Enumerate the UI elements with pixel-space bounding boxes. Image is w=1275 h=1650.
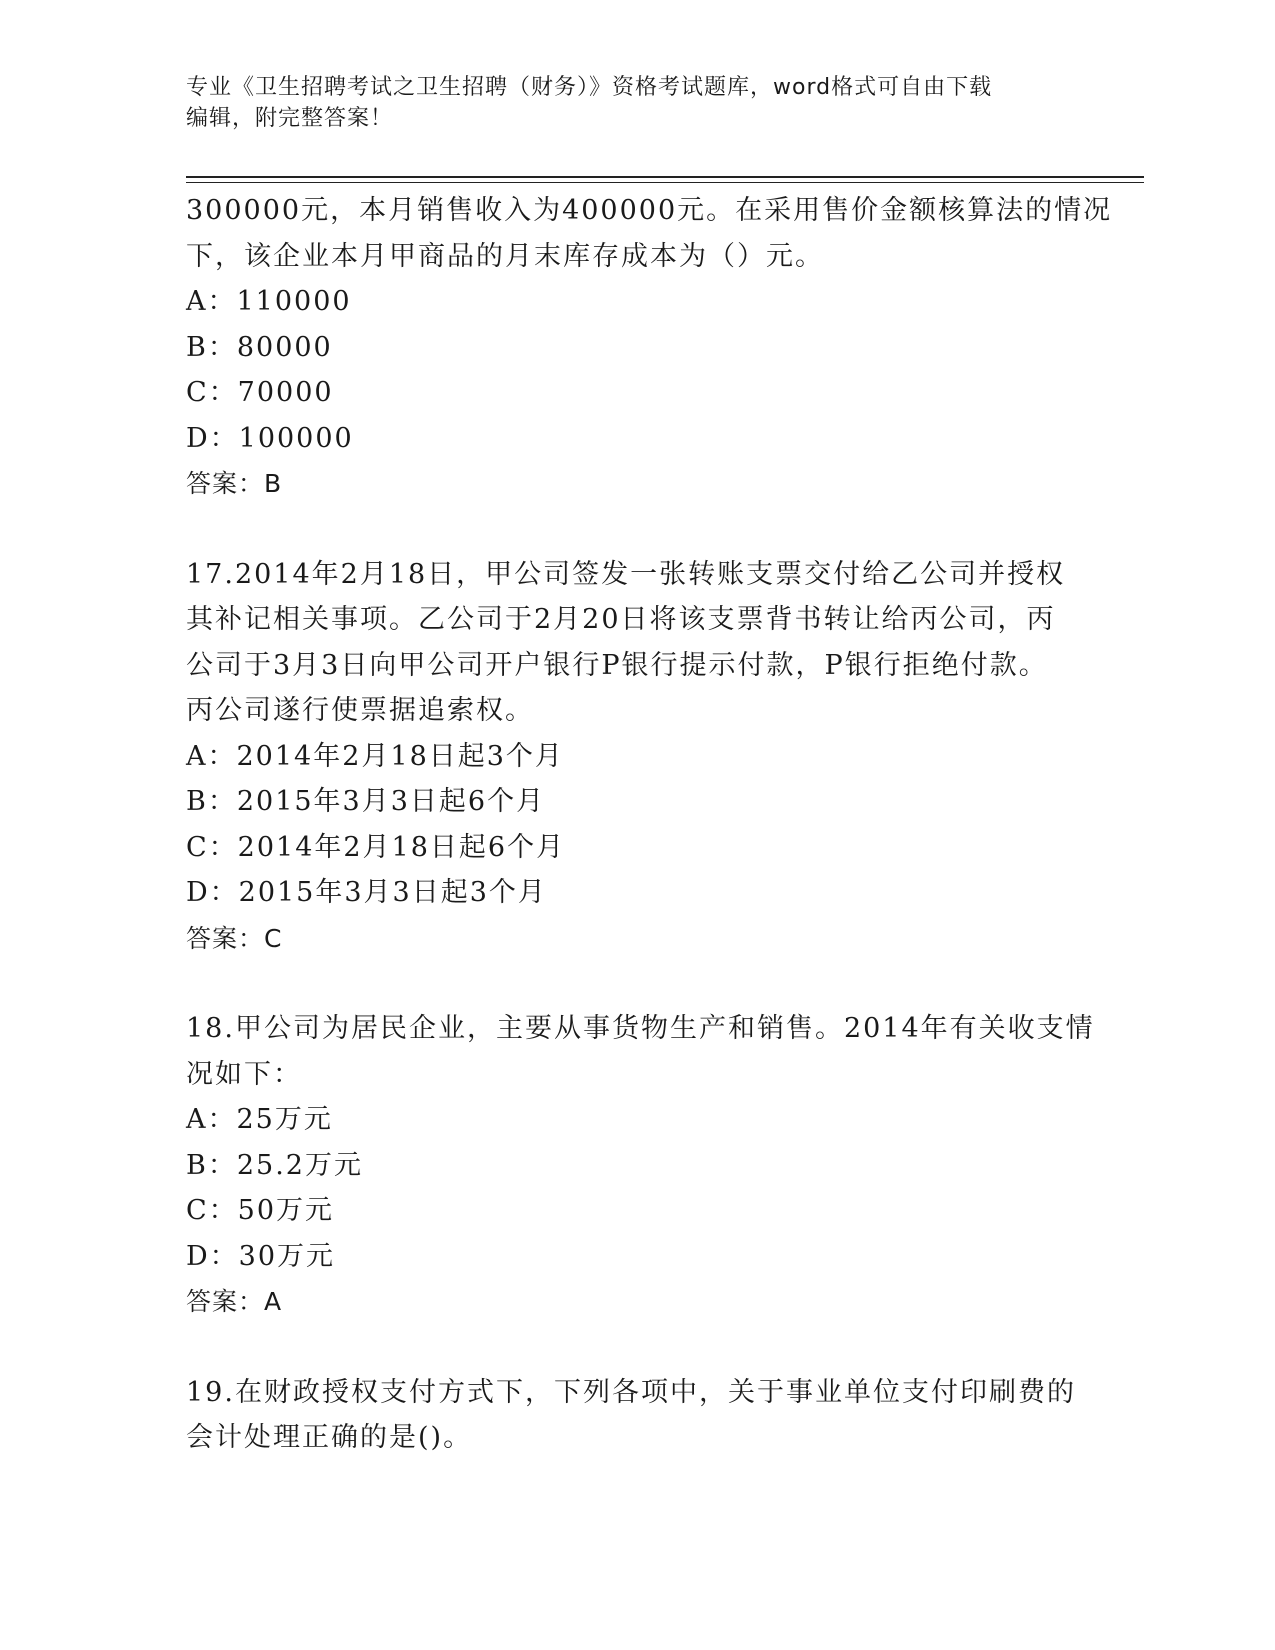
option-a: A：110000 <box>186 286 352 317</box>
header-rule-thick <box>186 176 1144 178</box>
question-text-line: 19.在财政授权支付方式下，下列各项中，关于事业单位支付印刷费的 <box>186 1376 1076 1408</box>
answer: 答案：A <box>186 1287 283 1316</box>
question-16 <box>186 188 1113 507</box>
question-text-line: 其补记相关事项。乙公司于2月20日将该支票背书转让给丙公司，丙 <box>186 604 1056 635</box>
option-d: D：30万元 <box>186 1240 336 1272</box>
option-c: C：70000 <box>186 377 334 408</box>
spacer <box>186 1325 1106 1370</box>
option-d: D：100000 <box>186 422 354 454</box>
option-c: C：50万元 <box>186 1195 335 1226</box>
option-b: B：80000 <box>186 331 333 363</box>
header-rule-thin <box>186 182 1144 183</box>
option-a: A：2014年2月18日起3个月 <box>186 740 564 772</box>
header-line-2: 编辑，附完整答案！ <box>186 106 394 131</box>
question-text-line: 会计处理正确的是()。 <box>186 1422 473 1453</box>
question-text-line: 丙公司遂行使票据追索权。 <box>186 695 534 726</box>
question-text-line: 公司于3月3日向甲公司开户银行P银行提示付款，P银行拒绝付款。 <box>186 649 1048 681</box>
question-text-line: 下，该企业本月甲商品的月末库存成本为（）元。 <box>186 240 824 272</box>
option-c: C：2014年2月18日起6个月 <box>186 831 566 863</box>
option-d: D：2015年3月3日起3个月 <box>186 877 547 908</box>
question-text-line: 况如下： <box>186 1058 302 1090</box>
document-header <box>186 72 1086 134</box>
option-b: B：25.2万元 <box>186 1149 363 1181</box>
question-17 <box>186 552 1106 962</box>
option-b: B：2015年3月3日起6个月 <box>186 786 546 817</box>
answer: 答案：B <box>186 469 283 498</box>
header-line-1: 专业《卫生招聘考试之卫生招聘（财务）》资格考试题库，word格式可自由下载 <box>186 75 993 100</box>
spacer <box>186 507 1106 552</box>
question-text-line: 18.甲公司为居民企业，主要从事货物生产和销售。2014年有关收支情 <box>186 1013 1095 1044</box>
option-a: A：25万元 <box>186 1104 333 1135</box>
question-text-line: 300000元，本月销售收入为400000元。在采用售价金额核算法的情况 <box>186 195 1113 226</box>
question-19 <box>186 1370 1106 1461</box>
spacer <box>186 961 1106 1006</box>
question-18 <box>186 1006 1106 1325</box>
question-text-line: 17.2014年2月18日，甲公司签发一张转账支票交付给乙公司并授权 <box>186 558 1066 590</box>
answer: 答案：C <box>186 923 283 953</box>
question-list <box>186 188 1113 1461</box>
